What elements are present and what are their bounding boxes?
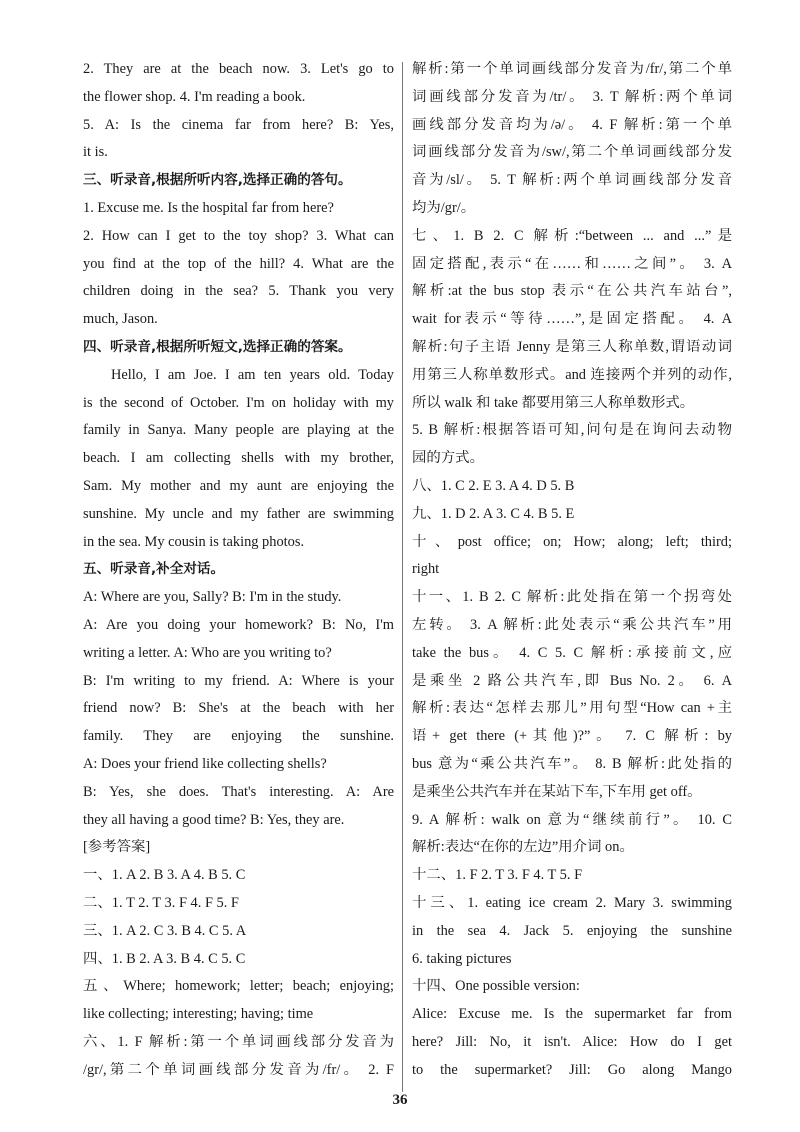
text-line: A: Where are you, Sally? B: I'm in the study.: [83, 589, 342, 606]
text-line: take the bus。 4. C 5. C 解析:承接前文,应: [412, 644, 732, 661]
text-line: bus 意为“乘公共汽车”。 8. B 解析:此处指的: [412, 755, 732, 772]
text-line: 画线部分发音均为/ə/。 4. F 解析:第一个单: [412, 116, 732, 133]
text-line: beach. I am collecting shells with my brother,: [83, 450, 394, 467]
text-line: children doing in the sea? 5. Thank you very: [83, 283, 394, 300]
text-line: wait for表示“等待……”,是固定搭配。 4. A: [412, 311, 732, 328]
text-line: 解析:at the bus stop 表示“在公共汽车站台”,: [412, 283, 732, 300]
text-line: 所以 walk 和 take 都要用第三人称单数形式。: [412, 394, 695, 411]
text-line: family. They are enjoying the sunshine.: [83, 728, 394, 745]
text-line: the flower shop. 4. I'm reading a book.: [83, 88, 306, 105]
text-line: family in Sanya. Many people are playing at the: [83, 422, 394, 439]
right-column: [412, 56, 732, 1084]
left-column: [83, 56, 394, 1084]
text-line: 一、1. A 2. B 3. A 4. B 5. C: [83, 867, 246, 884]
text-line: 语+ get there (+其他)?”。 7. C 解析: by: [412, 728, 732, 745]
text-line: B: I'm writing to my friend. A: Where is your: [83, 672, 394, 689]
text-line: here? Jill: No, it isn't. Alice: How do I get: [412, 1033, 732, 1050]
text-line: 六、1. F 解析:第一个单词画线部分发音为: [83, 1033, 394, 1050]
text-line: 十三、1. eating ice cream 2. Mary 3. swimming: [412, 894, 732, 911]
text-line: 均为/gr/。: [412, 199, 476, 216]
text-line: 用第三人称单数形式。and 连接两个并列的动作,: [412, 366, 732, 383]
text-line: A: Does your friend like collecting shells?: [83, 755, 327, 772]
text-line: like collecting; interesting; having; time: [83, 1006, 314, 1023]
text-line: [参考答案]: [83, 839, 151, 856]
text-line: 是乘坐 2 路公共汽车,即 Bus No. 2。 6. A: [412, 672, 732, 689]
text-line: 解析:表达“在你的左边”用介词 on。: [412, 839, 634, 856]
text-line: much, Jason.: [83, 311, 158, 328]
text-line: is the second of October. I'm on holiday with my: [83, 394, 394, 411]
text-line: 五、Where; homework; letter; beach; enjoying;: [83, 978, 394, 995]
text-line: 5. B 解析:根据答语可知,问句是在询问去动物: [412, 422, 732, 439]
text-line: 解析:第一个单词画线部分发音为/fr/,第二个单: [412, 61, 732, 77]
text-line: /gr/,第二个单词画线部分发音为/fr/。 2. F: [83, 1061, 394, 1078]
text-line: 音为/sl/。 5. T 解析:两个单词画线部分发音: [412, 172, 732, 189]
text-line: 2. How can I get to the toy shop? 3. What can: [83, 227, 394, 244]
text-line: 十四、One possible version:: [412, 978, 580, 995]
page-number: 36: [392, 1092, 408, 1108]
section-heading: 四、听录音,根据所听短文,选择正确的答案。: [83, 338, 352, 355]
text-line: 十二、1. F 2. T 3. F 4. T 5. F: [412, 867, 583, 884]
text-line: 八、1. C 2. E 3. A 4. D 5. B: [412, 477, 575, 494]
text-line: it is.: [83, 144, 108, 161]
text-line: 6. taking pictures: [412, 950, 512, 967]
text-line: in the sea. My cousin is taking photos.: [83, 533, 305, 550]
text-line: 解析:表达“怎样去那儿”用句型“How can +主: [412, 700, 732, 717]
text-line: 园的方式。: [412, 450, 484, 467]
text-line: 词画线部分发音为/sw/,第二个单词画线部分发: [412, 144, 732, 161]
text-line: 2. They are at the beach now. 3. Let's go to: [83, 61, 394, 77]
text-line: writing a letter. A: Who are you writing to?: [83, 644, 332, 661]
text-line: 左转。 3. A 解析:此处表示“乘公共汽车”用: [412, 616, 732, 633]
text-line: to the supermarket? Jill: Go along Mango: [412, 1061, 732, 1078]
text-line: 9. A 解析: walk on 意为“继续前行”。 10. C: [412, 811, 732, 828]
text-line: 九、1. D 2. A 3. C 4. B 5. E: [412, 505, 575, 522]
text-line: A: Are you doing your homework? B: No, I'm: [83, 616, 394, 633]
text-line: 十一、1. B 2. C 解析:此处指在第一个拐弯处: [412, 589, 732, 606]
text-line: Sam. My mother and my aunt are enjoying the: [83, 477, 394, 494]
text-line: friend now? B: She's at the beach with her: [83, 700, 394, 717]
text-line: you find at the top of the hill? 4. What are the: [83, 255, 394, 272]
text-line: 三、1. A 2. C 3. B 4. C 5. A: [83, 922, 247, 939]
text-line: Hello, I am Joe. I am ten years old. Today: [111, 366, 394, 383]
section-heading: 三、听录音,根据所听内容,选择正确的答句。: [83, 172, 352, 189]
text-line: 十、post office; on; How; along; left; third;: [412, 533, 732, 550]
text-line: sunshine. My uncle and my father are swimming: [83, 505, 394, 522]
text-line: 是乘坐公共汽车并在某站下车,下车用 get off。: [412, 783, 702, 800]
text-line: 1. Excuse me. Is the hospital far from here?: [83, 199, 334, 216]
column-divider: [402, 62, 403, 1092]
text-line: 解析:句子主语 Jenny 是第三人称单数,谓语动词: [412, 338, 732, 355]
section-heading: 五、听录音,补全对话。: [83, 561, 225, 578]
text-line: 四、1. B 2. A 3. B 4. C 5. C: [83, 950, 246, 967]
text-line: 固定搭配,表示“在……和……之间”。 3. A: [412, 255, 732, 272]
text-line: in the sea 4. Jack 5. enjoying the sunshine: [412, 922, 732, 939]
text-line: 七、1. B 2. C 解析:“between ... and ...”是: [412, 227, 732, 244]
text-line: they all having a good time? B: Yes, they are.: [83, 811, 345, 828]
text-line: Alice: Excuse me. Is the supermarket far from: [412, 1006, 732, 1023]
text-line: right: [412, 561, 440, 578]
text-line: 5. A: Is the cinema far from here? B: Yes,: [83, 116, 394, 133]
text-line: B: Yes, she does. That's interesting. A: Are: [83, 783, 394, 800]
text-line: 二、1. T 2. T 3. F 4. F 5. F: [83, 894, 239, 911]
text-line: 词画线部分发音为/tr/。 3. T 解析:两个单词: [412, 88, 732, 105]
